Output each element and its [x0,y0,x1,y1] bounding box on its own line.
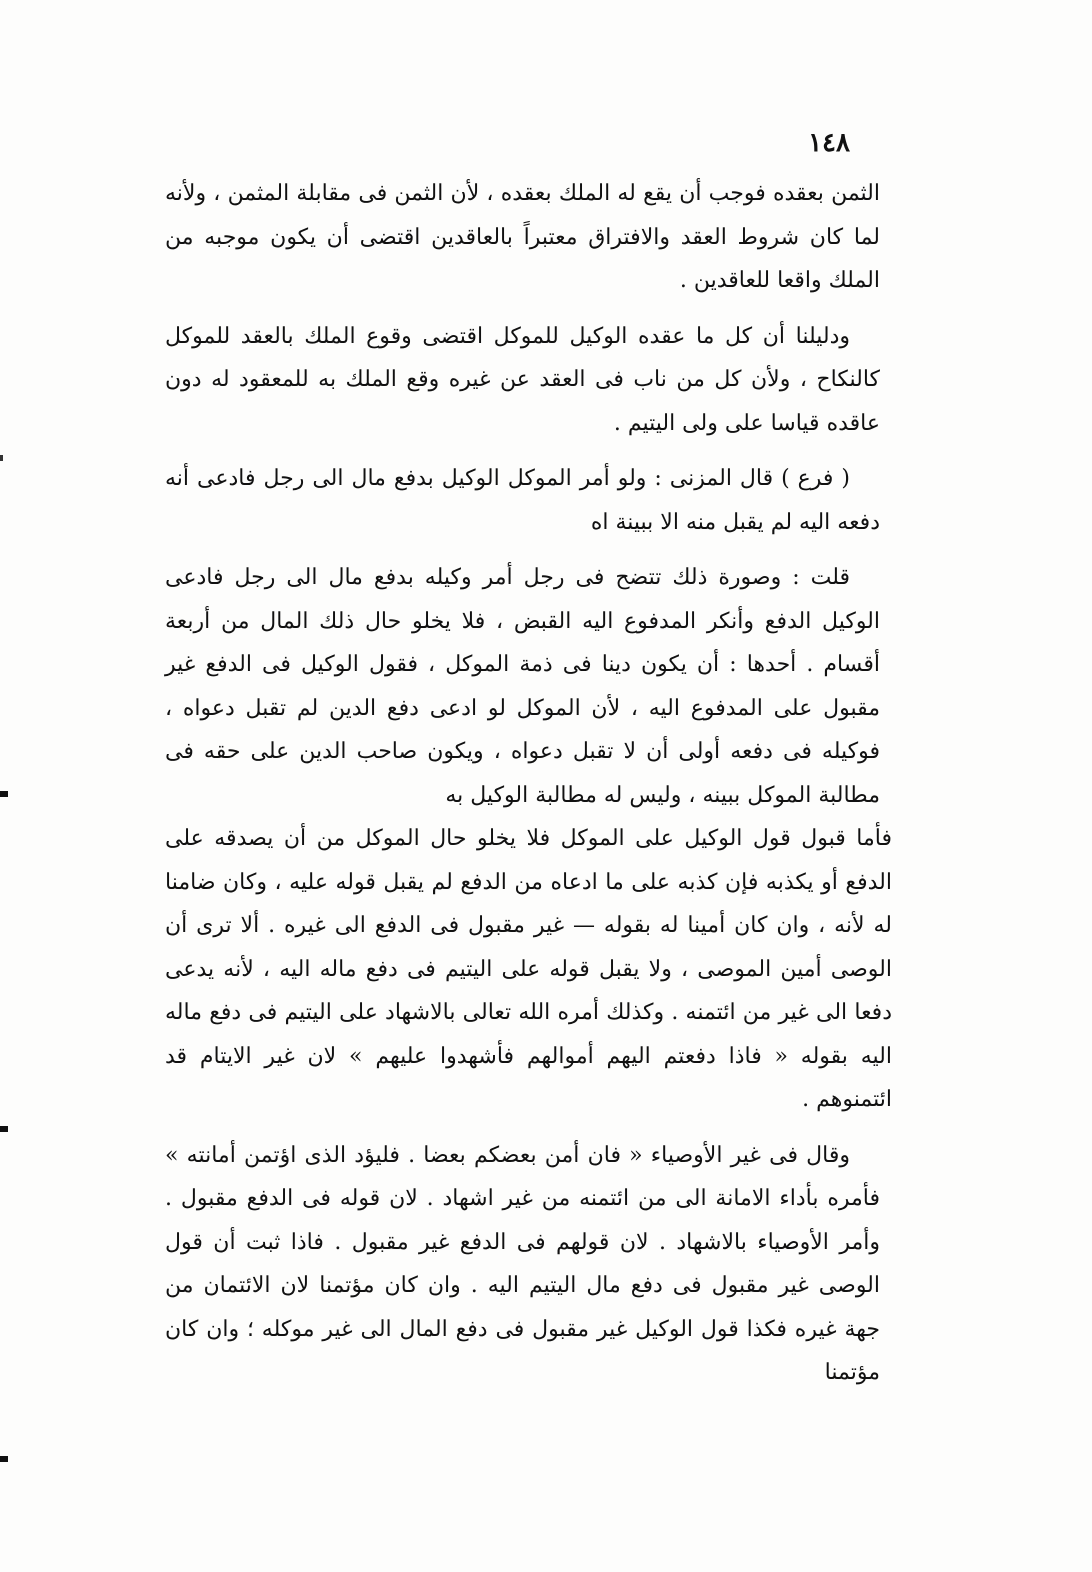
scan-edge-mark [0,1456,8,1462]
scan-edge-mark [0,1126,8,1132]
scan-edge-dot [0,455,3,461]
paragraph-5: فأما قبول قول الوكيل على الموكل فلا يخلو حال الموكل من أن يصدقه على الدفع أو يكذبه فإن كذبه على ما ادعاه من الدفع لم يقبل قوله عليه ، وكان ضامنا له لأنه ، وان كان أمينا له بقوله — غير مقبول فى الدفع الى غيره . ألا ترى أن الوصى أمين الموصى ، ولا يقبل قوله على اليتيم فى دفع ماله اليه ، لأنه يدعى دفعا الى غير من ائتمنه . وكذلك أمره الله تعالى بالاشهاد على اليتيم فى دفع ماله اليه بقوله « فاذا دفعتم اليهم أموالهم فأشهدوا عليهم » لان غير الايتام قد ائتمنوهم . [165,826,893,1112]
paragraph-6: وقال فى غير الأوصياء « فان أمن بعضكم بعضا . فليؤد الذى اؤتمن أمانته » فأمره بأداء الامانة الى من ائتمنه من غير اشهاد . لان قوله فى الدفع مقبول . وأمر الأوصياء بالاشهاد . لان قولهم فى الدفع غير مقبول . فاذا ثبت أن قول الوصى غير مقبول فى دفع مال اليتيم اليه . وان كان مؤتمنا لان الائتمان من جهة غيره فكذا قول الوكيل غير مقبول فى دفع المال الى غير موكله ؛ وان كان مؤتمنا [165,1142,880,1385]
scan-edge-mark [0,791,8,797]
page-number: ١٤٨ [808,128,850,158]
paragraph-4: قلت : وصورة ذلك تتضح فى رجل أمر وكيله بدفع مال الى رجل فادعى الوكيل الدفع وأنكر المدفوع اليه القبض ، فلا يخلو حال ذلك المال من أربعة أقسام . أحدها : أن يكون دينا فى ذمة الموكل ، فقول الوكيل فى الدفع غير مقبول على المدفوع اليه ، لأن الموكل لو ادعى دفع الدين لم تقبل دعواه ، فوكيله فى دفعه أولى أن لا تقبل دعواه ، ويكون صاحب الدين على حقه فى مطالبة الموكل ببينه ، وليس له مطالبة الوكيل به [165,565,880,808]
paragraph-3: ( فرع ) قال المزنى : ولو أمر الموكل الوكيل بدفع مال الى رجل فادعى أنه دفعه اليه لم يقبل منه الا ببينة اه [165,466,880,535]
paragraph-1: الثمن بعقده فوجب أن يقع له الملك بعقده ، لأن الثمن فى مقابلة المثمن ، ولأنه لما كان شروط العقد والافتراق معتبراً بالعاقدين اقتضى أن يكون موجبه من الملك واقعا للعاقدين . [165,181,880,293]
body-text [165,172,893,1395]
paragraph-2: ودليلنا أن كل ما عقده الوكيل للموكل اقتضى وقوع الملك بالعقد للموكل كالنكاح ، ولأن كل من ناب فى العقد عن غيره وقع الملك به للمعقود له دون عاقده قياسا على ولى اليتيم . [165,323,880,436]
